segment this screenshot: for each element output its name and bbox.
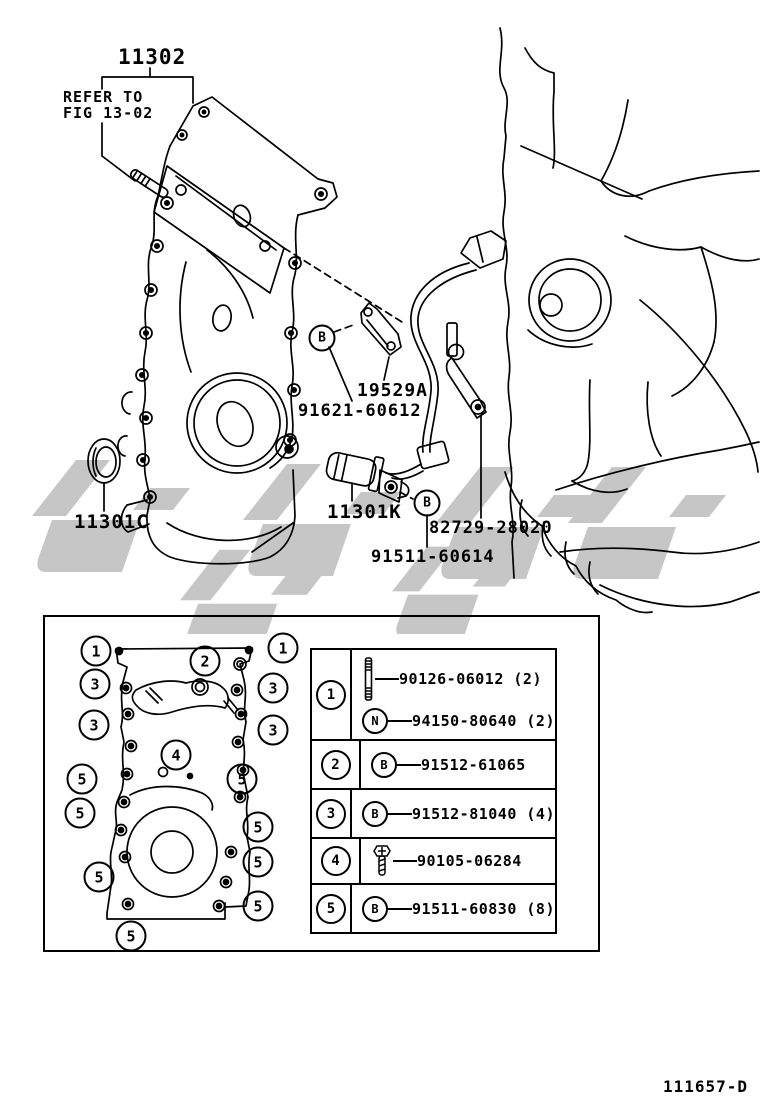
table-row <box>312 837 555 883</box>
callout-number: 5 <box>243 847 274 878</box>
part-number-label: 91511-60614 <box>371 547 495 567</box>
leader-line <box>388 908 412 910</box>
leader-line <box>388 813 412 815</box>
callout-number: 3 <box>79 710 110 741</box>
part-number-label: 11301C <box>74 511 149 533</box>
row-number-badge: 2 <box>321 750 351 780</box>
parts-table <box>310 648 557 934</box>
bracket-19529a-drawing <box>361 303 401 355</box>
leader-line <box>375 678 399 680</box>
row-number-badge: 1 <box>316 680 346 710</box>
flange-bolt-icon <box>371 844 393 878</box>
callout-number: 5 <box>116 921 147 952</box>
part-number: 91512-81040 (4) <box>412 804 555 823</box>
part-number: 94150-80640 (2) <box>412 711 555 730</box>
table-row <box>312 883 555 932</box>
bolt-letter-badge: B <box>362 801 388 827</box>
callout-number: 5 <box>243 812 274 843</box>
bolt-letter-badge: B <box>362 896 388 922</box>
sensor-bracket-drawing <box>447 323 486 418</box>
callout-number: 1 <box>81 636 112 667</box>
part-number-label: FIG 13-02 <box>63 104 154 122</box>
callout-number: 5 <box>243 891 274 922</box>
nut-letter-badge: N <box>362 708 388 734</box>
part-number: 90105-06284 <box>417 852 522 870</box>
table-row <box>312 650 555 739</box>
callout-number: 5 <box>84 862 115 893</box>
part-number: 91511-60830 (8) <box>412 899 555 918</box>
callout-number: 2 <box>190 646 221 677</box>
leader-line <box>388 720 412 722</box>
table-row <box>312 788 555 837</box>
row-number-badge: 5 <box>316 894 346 924</box>
callout-number: 1 <box>268 633 299 664</box>
part-number: 90126-06012 (2) <box>399 669 542 688</box>
callout-number: 5 <box>227 764 258 795</box>
sensor-wire-drawing <box>386 231 506 479</box>
part-number-label: REFER TO <box>63 88 144 106</box>
bolt-letter-badge: B <box>371 752 397 778</box>
part-number-label: 19529A <box>357 380 429 401</box>
stud-icon <box>362 656 375 702</box>
fastener-letter-badge: B <box>309 325 336 352</box>
figure-code: 111657-D <box>663 1077 749 1096</box>
part-number: 91512-61065 <box>421 755 526 774</box>
part-number-label: 91621-60612 <box>298 401 422 421</box>
part-number-label: 82729-28020 <box>429 518 553 538</box>
table-row <box>312 739 555 788</box>
fastener-letter-badge: B <box>414 490 441 517</box>
row-number-badge: 3 <box>316 799 346 829</box>
callout-number: 3 <box>258 715 289 746</box>
callout-number: 4 <box>161 740 192 771</box>
leader-line <box>397 764 421 766</box>
part-number-label: 11302 <box>118 45 187 69</box>
callout-number: 3 <box>80 669 111 700</box>
callout-number: 3 <box>258 673 289 704</box>
callout-number: 5 <box>67 764 98 795</box>
part-number-label: 11301K <box>327 501 402 523</box>
leader-line <box>393 860 417 862</box>
row-number-badge: 4 <box>321 846 351 876</box>
callout-number: 5 <box>65 798 96 829</box>
